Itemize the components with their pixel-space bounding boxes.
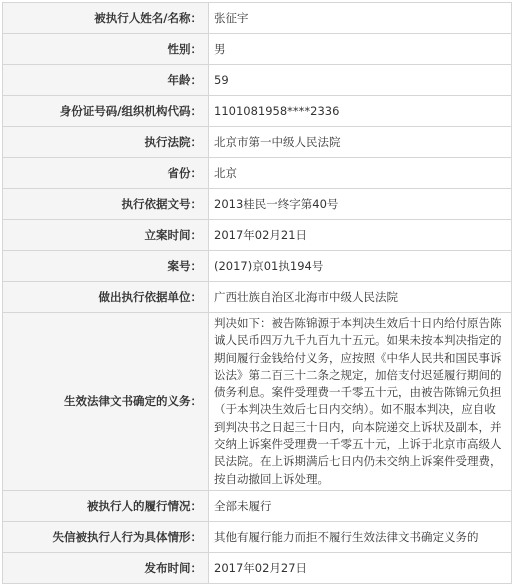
- province-value: 北京: [209, 158, 512, 189]
- row-executing-court: [3, 127, 512, 158]
- dishonest-behavior-label: 失信被执行人行为具体情形：: [3, 521, 209, 552]
- dishonest-debtor-info-table: [2, 2, 512, 584]
- dishonest-behavior-value: 其他有履行能力而拒不履行生效法律文书确定义务的: [209, 521, 512, 552]
- row-publish-date: [3, 552, 512, 583]
- gender-value: 男: [209, 34, 512, 65]
- row-province: [3, 158, 512, 189]
- row-id-number: [3, 96, 512, 127]
- province-label: 省份：: [3, 158, 209, 189]
- filing-date-label: 立案时间：: [3, 220, 209, 251]
- case-number-label: 案号：: [3, 251, 209, 282]
- age-label: 年龄：: [3, 65, 209, 96]
- row-filing-date: [3, 220, 512, 251]
- executing-court-value: 北京市第一中级人民法院: [209, 127, 512, 158]
- basis-document-number-label: 执行依据文号：: [3, 189, 209, 220]
- row-name: [3, 3, 512, 34]
- row-case-number: [3, 251, 512, 282]
- case-number-value: (2017)京01执194号: [209, 251, 512, 282]
- row-obligation: [3, 313, 512, 491]
- obligation-value: 判决如下：被告陈锦源于本判决生效后十日内给付原告陈诚人民币四万九千九百九十五元。如果未按本判决指定的期间履行金钱给付义务，应按照《中华人民共和国民事诉讼法》第二百三十二条之规定，加倍支付迟延履行期间的债务利息。案件受理费一千零五十元，由被告陈锦元负担（于本判决生效后七日内交纳）。如不服本判决，应自收到判决书之日起三十日内，向本院递交上诉状及副本，并交纳上诉案件受理费一千零五十元，上诉于北京市高级人民法院。在上诉期满后七日内仍未交纳上诉案件受理费，按自动撤回上诉处理。: [209, 313, 512, 491]
- row-basis-document-number: [3, 189, 512, 220]
- row-gender: [3, 34, 512, 65]
- row-dishonest-behavior: [3, 521, 512, 552]
- publish-date-value: 2017年02月27日: [209, 552, 512, 583]
- name-label: 被执行人姓名/名称：: [3, 3, 209, 34]
- issuing-unit-value: 广西壮族自治区北海市中级人民法院: [209, 282, 512, 313]
- id-number-value: 1101081958****2336: [209, 96, 512, 127]
- performance-status-value: 全部未履行: [209, 490, 512, 521]
- name-value: 张征宇: [209, 3, 512, 34]
- publish-date-label: 发布时间：: [3, 552, 209, 583]
- row-age: [3, 65, 512, 96]
- row-performance-status: [3, 490, 512, 521]
- filing-date-value: 2017年02月21日: [209, 220, 512, 251]
- id-number-label: 身份证号码/组织机构代码：: [3, 96, 209, 127]
- performance-status-label: 被执行人的履行情况：: [3, 490, 209, 521]
- row-issuing-unit: [3, 282, 512, 313]
- executing-court-label: 执行法院：: [3, 127, 209, 158]
- gender-label: 性别：: [3, 34, 209, 65]
- obligation-label: 生效法律文书确定的义务：: [3, 313, 209, 491]
- age-value: 59: [209, 65, 512, 96]
- issuing-unit-label: 做出执行依据单位：: [3, 282, 209, 313]
- basis-document-number-value: 2013桂民一终字第40号: [209, 189, 512, 220]
